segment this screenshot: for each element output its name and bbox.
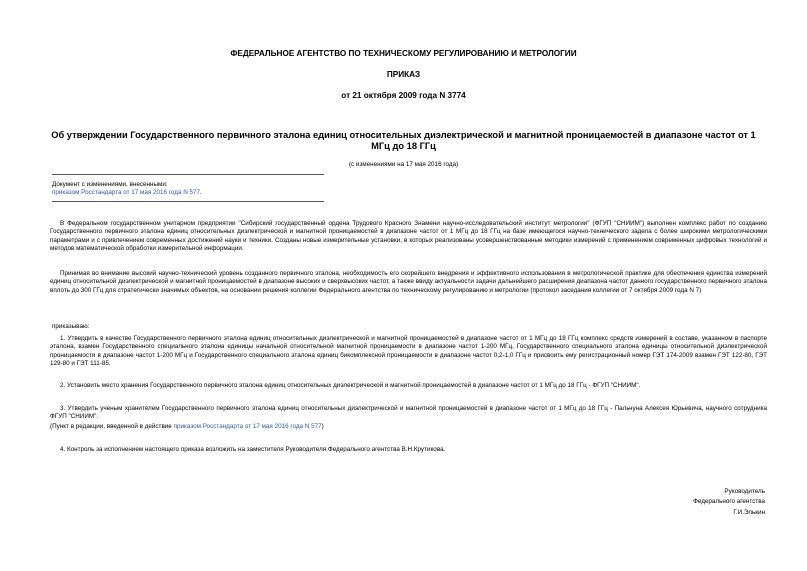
signature-agency: Федерального агентства [693, 498, 765, 506]
item-4 [50, 446, 767, 454]
agency-heading: ФЕДЕРАЛЬНОЕ АГЕНТСТВО ПО ТЕХНИЧЕСКОМУ РЕГУЛИРОВАНИЮ И МЕТРОЛОГИИ [230, 49, 577, 58]
changes-box-bottom-rule [52, 201, 324, 202]
item-4-text: 4. Контроль за исполнением настоящего приказа возложить на заместителя Руководителя Федерального агентства В.Н.Крутикова. [60, 446, 446, 453]
item-3-note-suffix: ) [321, 423, 324, 430]
changes-link-suffix: . [200, 189, 202, 197]
changes-box-top-rule [52, 174, 324, 175]
item-1 [50, 335, 767, 369]
item-1-text: 1. Утвердить в качестве Государственного первичного эталона единиц относительных диэлектрической и магнитной проницаемостей в диапазоне частот от 1 МГц до 18 ГГц комплекс средств измерений в составе, указанном в паспорте эталона, взамен Государственного специального эталона единицы начальной относительной магнитной проницаемости в диапазоне частот 1-200 МГц, Государственного специального эталона единицы относительной диэлектрической проницаемости в диапазоне частот 1-200 МГц и Государственного специального эталона единиц бикомплексной проницаемости в диапазоне частот 0,2-1,0 ГГц и присвоить ему регистрационный номер ГЭТ 174-2009 взамен ГЭТ 122-80, ГЭТ 129-80 и ГЭТ 111-85. [50, 335, 767, 368]
changes-link[interactable]: приказом Росстандарта от 17 мая 2016 года N 577 [52, 189, 201, 197]
item-3 [50, 405, 767, 422]
changes-box-link-line [52, 189, 324, 197]
item-3-note [50, 423, 324, 431]
considering-text: Принимая во внимание высокий научно-технический уровень созданного первичного эталона, необходимость его скорейшего внедрения и эффективного использования в метрологической практике для обеспечения единства измерений единиц относительной диэлектрической и магнитной проницаемостей в диапазоне высоких и сверхвысоких частот, а также ввиду актуальности задачи дальнейшего расширения диапазона частот данного государственного первичного эталона вплоть до 300 ГГц для стратегически значимых объектов, на основании решения коллегии Федерального агентства по техническому регулированию и метрологии (протокол заседания коллегии от 7 октября 2009 года N 7) [50, 270, 767, 294]
order-word: приказываю: [52, 323, 90, 330]
preamble-text: В Федеральном государственном унитарном предприятии "Сибирский государственный ордена Трудового Красного Знамени научно-исследовательский институт метрологии" (ФГУП "СНИИМ") выполнен комплекс работ по созданию Государственного первичного эталона единиц относительных диэлектрической и магнитной проницаемостей в диапазоне частот от 1 МГц до 18 ГГц на базе имеющегося научно-технического задела с более широкими метрологическими параметрами и с привлечением современных достижений науки и техники. Созданы новые измерительные установки, в которых реализованы усовершенствованные методики измерений с применением современных цифровых технологий и методов математической обработки измерительной информации. [50, 220, 767, 253]
item-3-text: 3. Утвердить ученым хранителем Государственного первичного эталона единиц относительных диэлектрической и магнитной проницаемостей в диапазоне частот от 1 МГц до 18 ГГц - Пальчуна Алексея Юрьевича, научного сотрудника ФГУП "СНИИМ". [50, 405, 767, 421]
changes-box-text: Документ с изменениями, внесенными: [52, 181, 168, 188]
signature-name: Г.И.Элькин [733, 508, 765, 516]
paragraph-considering [50, 270, 767, 295]
paragraph-preamble [50, 220, 767, 254]
item-2 [50, 382, 767, 390]
signature-position: Руководитель [724, 488, 765, 495]
item-3-note-link[interactable]: приказом Росстандарта от 17 мая 2016 года N 577 [173, 423, 322, 430]
doc-type-heading: ПРИКАЗ [386, 70, 421, 79]
doc-date-heading: от 21 октября 2009 года N 3774 [341, 91, 466, 100]
document-title: Об утверждении Государственного первичного эталона единиц относительных диэлектрической и магнитной проницаемостей в диапазоне частот от 1 МГц до 18 ГГц [51, 130, 756, 151]
amendment-note: (с изменениями на 17 мая 2016 года) [348, 161, 459, 168]
item-2-text: 2. Установить место хранения Государственного первичного эталона единиц относительных диэлектрической и магнитной проницаемостей в диапазоне частот от 1 МГц до 18 ГГц - ФГУП "СНИИМ". [60, 382, 641, 389]
signature-block [693, 488, 765, 517]
changes-box [52, 174, 324, 202]
item-3-note-prefix: (Пункт в редакции, введенной в действие [50, 423, 174, 430]
